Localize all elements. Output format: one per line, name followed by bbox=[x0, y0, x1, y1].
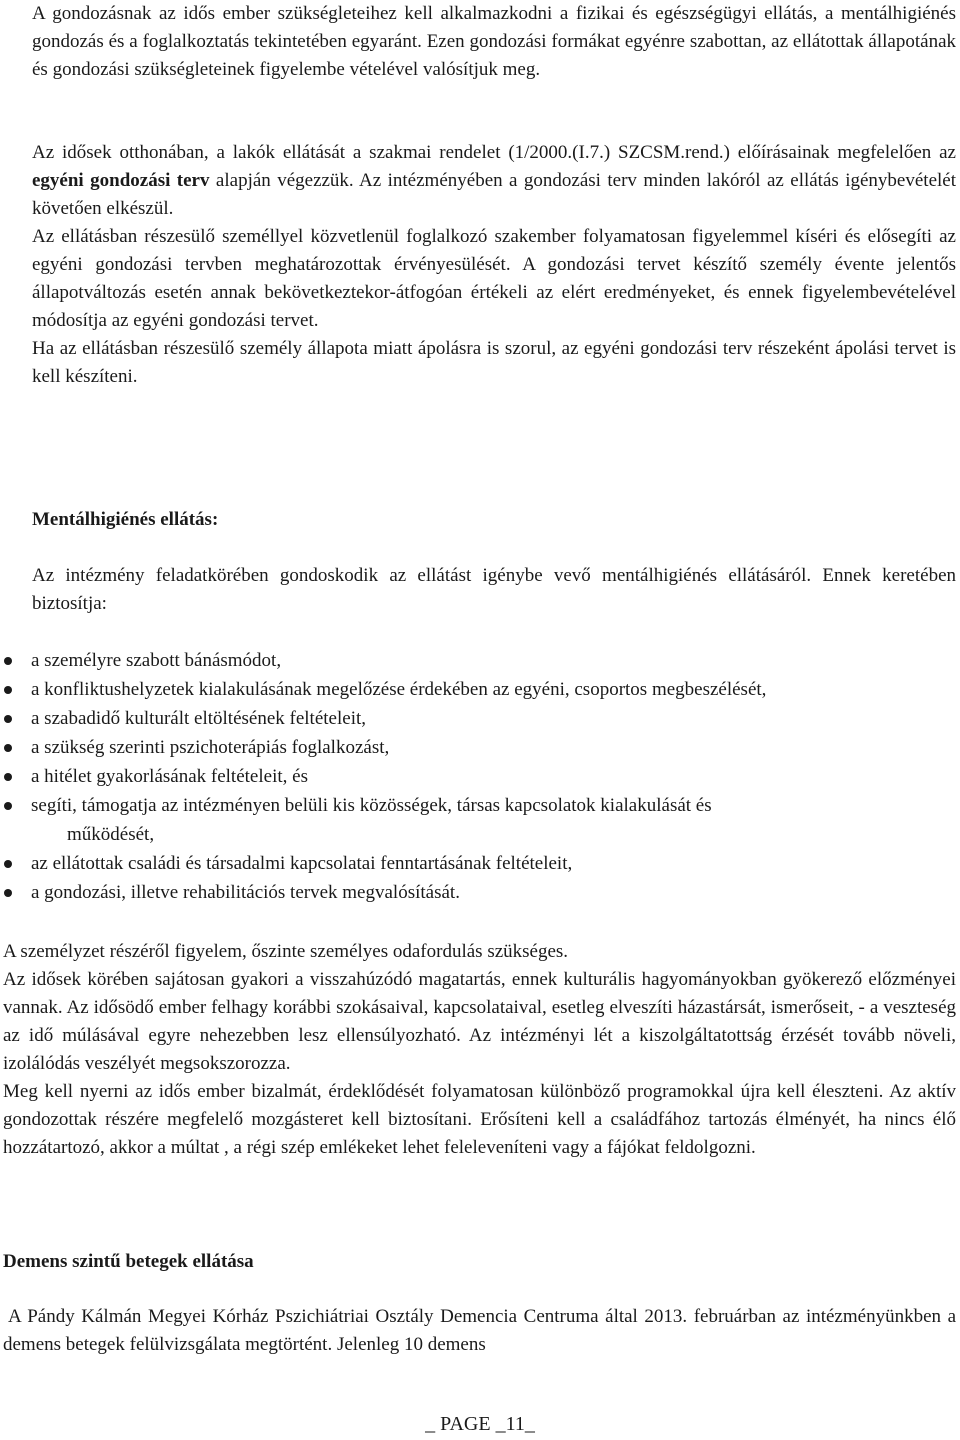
care-plan-section bbox=[32, 139, 956, 391]
bullet-icon bbox=[4, 860, 12, 868]
bullet-icon bbox=[4, 802, 12, 810]
list-item bbox=[0, 646, 956, 675]
list-item bbox=[0, 878, 956, 907]
list-item-text: a hitélet gyakorlásának feltételeit, és bbox=[31, 766, 308, 787]
bullet-icon bbox=[4, 889, 12, 897]
list-item bbox=[0, 675, 956, 704]
list-item bbox=[0, 762, 956, 791]
list-item bbox=[0, 791, 956, 849]
dementia-paragraph-block bbox=[3, 1303, 956, 1359]
list-item-text: az ellátottak családi és társadalmi kapcsolatai fenntartásának feltételeit, bbox=[31, 853, 573, 874]
section-heading-mental: Mentálhigiénés ellátás: bbox=[32, 509, 219, 530]
bullet-icon bbox=[4, 657, 12, 665]
paragraph-mental-intro: Az intézmény feladatkörében gondoskodik az ellátást igénybe vevő mentálhigiénés ellátásáról. Ennek keretében biztosítja: bbox=[32, 565, 956, 614]
list-item bbox=[0, 704, 956, 733]
section-heading-dementia: Demens szintű betegek ellátása bbox=[3, 1251, 254, 1272]
bullet-icon bbox=[4, 773, 12, 781]
list-item bbox=[0, 849, 956, 878]
mental-heading-block bbox=[32, 506, 956, 534]
dementia-heading-block bbox=[3, 1248, 956, 1276]
paragraph-nursing-plan: Ha az ellátásban részesülő személy állapota miatt ápolásra is szorul, az egyéni gondozási terv részeként ápolási tervet is kell készíteni. bbox=[32, 338, 956, 387]
page-number: _ PAGE _11_ bbox=[425, 1413, 535, 1435]
bullet-icon bbox=[4, 715, 12, 723]
bullet-icon bbox=[4, 686, 12, 694]
care-plan-text-a: Az idősek otthonában, a lakók ellátását a szakmai rendelet (1/2000.(I.7.) SZCSM.rend.) előírásainak megfelelően az bbox=[32, 142, 956, 163]
mental-intro-block bbox=[32, 562, 956, 618]
list-item-text: a szükség szerinti pszichoterápiás foglalkozást, bbox=[31, 737, 390, 758]
mental-paragraphs bbox=[3, 938, 956, 1162]
bullet-icon bbox=[4, 744, 12, 752]
care-plan-bold-term: egyéni gondozási terv bbox=[32, 170, 210, 191]
care-plan-text-b: alapján végezzük. Az intézményében a gondozási terv minden lakóról az ellátás igénybevételét követően elkészül. bbox=[32, 170, 956, 219]
paragraph-care-plan bbox=[32, 139, 956, 223]
paragraph-dementia: A Pándy Kálmán Megyei Kórház Pszichiátriai Osztály Demencia Centruma által 2013. februárban az intézményünkben a demens betegek felülvizsgálata megtörtént. Jelenleg 10 demens bbox=[3, 1306, 956, 1355]
list-item-text: segíti, támogatja az intézményen belüli kis közösségek, társas kapcsolatok kialakulását és bbox=[31, 795, 712, 816]
list-item-text: a gondozási, illetve rehabilitációs tervek megvalósítását. bbox=[31, 882, 460, 903]
list-item-text: a konfliktushelyzetek kialakulásának megelőzése érdekében az egyéni, csoportos megbeszélését, bbox=[31, 679, 767, 700]
list-item-continuation: működését, bbox=[67, 824, 155, 845]
paragraph-care-intro: A gondozásnak az idős ember szükségleteihez kell alkalmazkodni a fizikai és egészségügyi ellátás, a mentálhigiénés gondozás és a foglalkoztatás tekintetében egyaránt. Ezen gondozási formákat egyénre szabottan, az ellátottak állapotának és gondozási szükségleteinek figyelembe vételével valósítjuk meg. bbox=[32, 3, 956, 80]
list-item-text: a személyre szabott bánásmódot, bbox=[31, 650, 282, 671]
bullet-list-mental bbox=[0, 646, 956, 907]
list-item-text: a szabadidő kulturált eltöltésének feltételeit, bbox=[31, 708, 367, 729]
top-section bbox=[32, 0, 956, 84]
list-item bbox=[0, 733, 956, 762]
paragraph-trust: Meg kell nyerni az idős ember bizalmát, érdeklődését folyamatosan különböző programokkal újra kell éleszteni. Az aktív gondozottak részére megfelelő mozgásteret kell biztosítani. Erősíteni kell a családfához tartozás élményét, ha nincs élő hozzátartozó, akkor a múltat , a régi szép emlékeket lehet feleleveníteni vagy a fájókat feldolgozni. bbox=[3, 1081, 956, 1158]
paragraph-withdrawal: Az idősek körében sajátosan gyakori a visszahúzódó magatartás, ennek kulturális hagyományokban gyökerező előzményei vannak. Az idősödő ember felhagy korábbi szokásaival, kapcsolataival, esetleg elveszíti házastársát, ismerőseit, - a veszteség az idő múlásával egyre nehezebben lesz ellensúlyozható. Az intézményi lét a kiszolgáltatottság érzését tovább növeli, izolálódás veszélyét megsokszorozza. bbox=[3, 969, 956, 1074]
paragraph-care-plan-review: Az ellátásban részesülő személlyel közvetlenül foglalkozó szakember folyamatosan figyelemmel kíséri és elősegíti az egyéni gondozási tervben meghatározottak érvényesülését. A gondozási tervet készítő személy évente jelentős állapotváltozás esetén annak bekövetkeztekor-átfogóan értékeli az elért eredményeket, és ennek figyelembevételével módosítja az egyéni gondozási tervet. bbox=[32, 226, 956, 331]
paragraph-staff-attention: A személyzet részéről figyelem, őszinte személyes odafordulás szükséges. bbox=[3, 941, 569, 962]
